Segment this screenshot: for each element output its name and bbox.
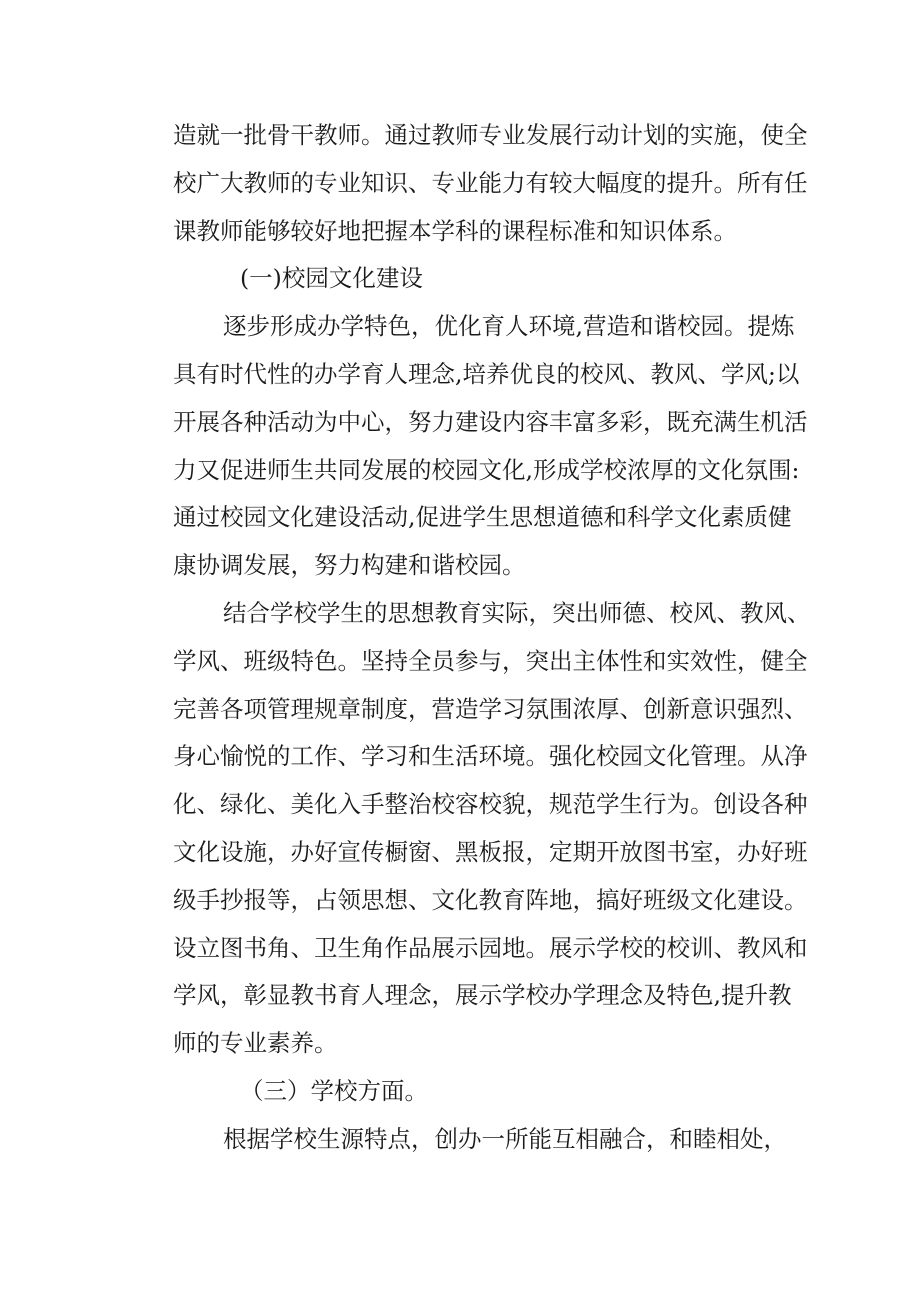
paragraph-line: 结合学校学生的思想教育实际，突出师德、校风、教风、 <box>223 598 811 627</box>
paragraph-line: 造就一批骨干教师。通过教师专业发展行动计划的实施，使全 <box>173 121 808 149</box>
paragraph-line: 学风、班级特色。坚持全员参与，突出主体性和实效性，健全 <box>173 646 808 675</box>
section-heading: (一)校园文化建设 <box>240 264 423 293</box>
paragraph-line: 化、绿化、美化入手整治校容校貌，规范学生行为。创设各种 <box>173 790 808 819</box>
paragraph-line: 设立图书角、卫生角作品展示园地。展示学校的校训、教风和 <box>173 933 808 962</box>
paragraph-line: 身心愉悦的工作、学习和生活环境。强化校园文化管理。从净 <box>173 742 808 771</box>
paragraph-line: 通过校园文化建设活动,促进学生思想道德和科学文化素质健 <box>173 503 792 532</box>
paragraph-line: 校广大教师的专业知识、专业能力有较大幅度的提升。所有任 <box>173 168 808 197</box>
paragraph-line: 师的专业素养。 <box>173 1029 338 1058</box>
paragraph-line: 学风，彰显教书育人理念，展示学校办学理念及特色,提升教 <box>173 981 792 1010</box>
paragraph-line: 完善各项管理规章制度，营造学习氛围浓厚、创新意识强烈、 <box>173 694 808 723</box>
paragraph-line: 力又促进师生共同发展的校园文化,形成学校浓厚的文化氛围: <box>173 455 800 484</box>
paragraph-line: 康协调发展，努力构建和谐校园。 <box>173 551 526 580</box>
paragraph-line: 课教师能够较好地把握本学科的课程标准和知识体系。 <box>173 216 737 245</box>
document-body <box>173 112 811 1164</box>
paragraph-line: 级手抄报等，占领思想、文化教育阵地，搞好班级文化建设。 <box>173 885 808 914</box>
section-heading: （三）学校方面。 <box>240 1076 428 1105</box>
paragraph-line: 开展各种活动为中心，努力建设内容丰富多彩，既充满生机活 <box>173 407 808 436</box>
paragraph-line: 逐步形成办学特色，优化育人环境,营造和谐校园。提炼 <box>223 312 795 341</box>
paragraph-line: 具有时代性的办学育人理念,培养优良的校风、教风、学风;以 <box>173 359 800 388</box>
paragraph-line: 文化设施，办好宣传橱窗、黑板报，定期开放图书室，办好班 <box>173 837 808 866</box>
paragraph-line: 根据学校生源特点，创办一所能互相融合，和睦相处， <box>223 1124 787 1153</box>
